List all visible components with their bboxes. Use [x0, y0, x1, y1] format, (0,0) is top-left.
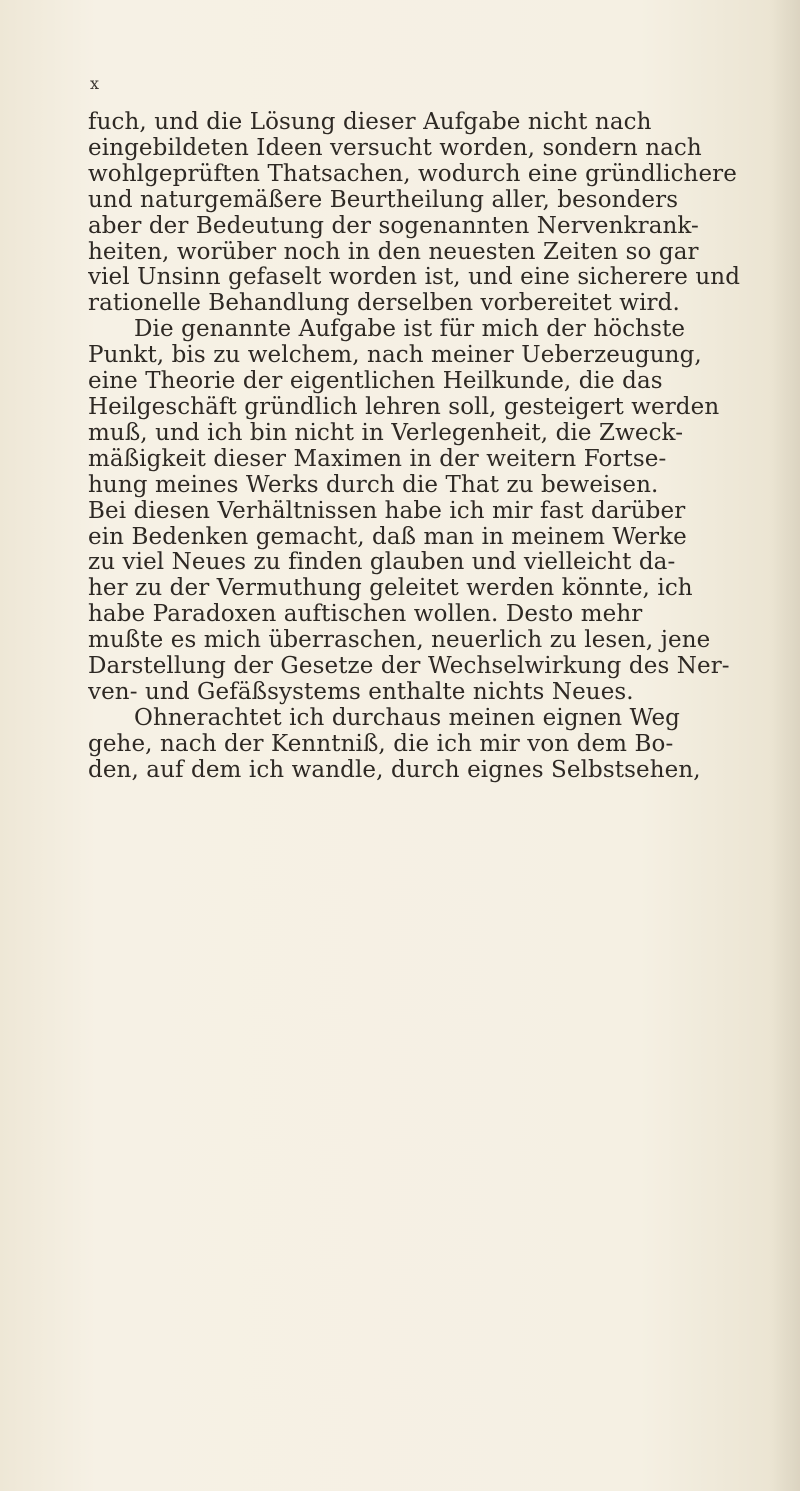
text-line: Heilgeschäft gründlich lehren soll, gesteigert werden	[88, 394, 720, 420]
text-line: rationelle Behandlung derselben vorbereitet wird.	[88, 291, 680, 317]
text-line: zu viel Neues zu finden glauben und vielleicht da-	[88, 550, 676, 576]
text-line: fuch, und die Lösung dieser Aufgabe nicht nach	[88, 110, 652, 135]
text-line: habe Paradoxen auftischen wollen. Desto mehr	[88, 602, 643, 628]
text-line: Die genannte Aufgabe ist für mich der höchste	[134, 317, 686, 343]
text-line: mäßigkeit dieser Maximen in der weitern Fortse-	[88, 446, 667, 472]
text-line: Ohnerachtet ich durchaus meinen eignen Weg	[134, 705, 680, 731]
text-line: heiten, worüber noch in den neuesten Zeiten so gar	[88, 239, 699, 265]
text-line: viel Unsinn gefaselt worden ist, und eine sicherere und	[88, 265, 741, 291]
text-line: wohlgeprüften Thatsachen, wodurch eine gründlichere	[88, 161, 737, 187]
text-line: den, auf dem ich wandle, durch eignes Selbstsehen,	[88, 757, 701, 783]
text-line: eine Theorie der eigentlichen Heilkunde, die das	[88, 369, 663, 395]
text-line: her zu der Vermuthung geleitet werden könnte, ich	[88, 576, 693, 602]
text-line: muß, und ich bin nicht in Verlegenheit, die Zweck-	[88, 420, 684, 446]
page-mark: x	[90, 74, 100, 93]
text-line: ven- und Gefäßsystems enthalte nichts Neues.	[88, 679, 634, 705]
text-line: und naturgemäßere Beurtheilung aller, besonders	[88, 187, 679, 213]
text-line: Bei diesen Verhältnissen habe ich mir fast darüber	[88, 498, 686, 524]
body-text	[88, 110, 758, 784]
text-line: mußte es mich überraschen, neuerlich zu lesen, jene	[88, 628, 711, 654]
text-line: gehe, nach der Kenntniß, die ich mir von dem Bo-	[88, 731, 674, 757]
text-line: hung meines Werks durch die That zu beweisen.	[88, 472, 659, 498]
page-edge-shadow	[770, 0, 800, 1491]
text-line: aber der Bedeutung der sogenannten Nervenkrank-	[88, 213, 699, 239]
text-line: ein Bedenken gemacht, daß man in meinem Werke	[88, 524, 687, 550]
text-line: Punkt, bis zu welchem, nach meiner Ueberzeugung,	[88, 343, 702, 369]
text-line: Darstellung der Gesetze der Wechselwirkung des Ner-	[88, 654, 730, 680]
text-line: eingebildeten Ideen versucht worden, sondern nach	[88, 135, 702, 161]
